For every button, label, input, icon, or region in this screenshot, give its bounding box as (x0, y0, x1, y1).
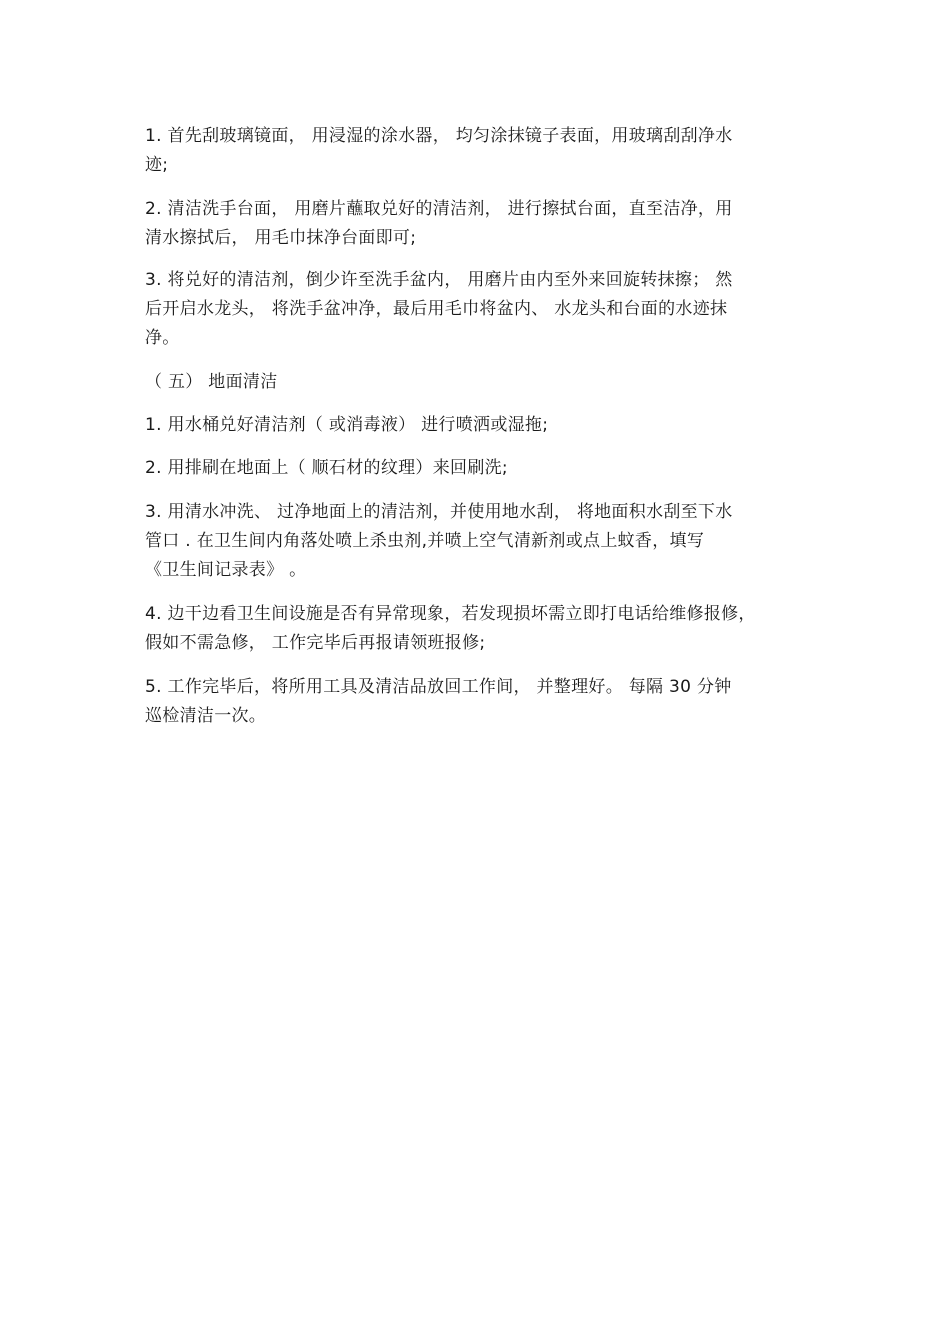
text-line: 2. 用排刷在地面上（ 顺石材的纹理）来回刷洗; (145, 458, 508, 478)
text-line: 清水擦拭后， 用毛巾抹净台面即可; (145, 228, 417, 248)
text-line: 假如不需急修， 工作完毕后再报请领班报修; (145, 633, 486, 653)
text-line: 3. 将兑好的清洁剂，倒少许至洗手盆内， 用磨片由内至外来回旋转抹擦； 然 (145, 270, 733, 290)
text-line: 4. 边干边看卫生间设施是否有异常现象，若发现损坏需立即打电话给维修报修， (145, 604, 756, 624)
paragraph-floor-2 (145, 454, 810, 483)
text-line: 净。 (145, 328, 180, 348)
text-line: 迹; (145, 155, 169, 175)
text-line: 巡检清洁一次。 (145, 706, 267, 726)
paragraph-floor-5 (145, 673, 810, 731)
text-line: 3. 用清水冲洗、 过净地面上的清洁剂，并使用地水刮， 将地面积水刮至下水 (145, 502, 733, 522)
section-heading-floor-cleaning (145, 368, 810, 397)
text-line: 5. 工作完毕后，将所用工具及清洁品放回工作间， 并整理好。 每隔 30 分钟 (145, 677, 732, 697)
text-line: 后开启水龙头， 将洗手盆冲净，最后用毛巾将盆内、 水龙头和台面的水迹抹 (145, 299, 728, 319)
paragraph-floor-4 (145, 600, 810, 658)
text-line: 管口 . 在卫生间内角落处喷上杀虫剂,并喷上空气清新剂或点上蚊香，填写 (145, 531, 705, 551)
text-line: 《卫生间记录表》 。 (145, 560, 307, 580)
paragraph-3-washbasin (145, 266, 810, 353)
paragraph-floor-1 (145, 411, 810, 440)
paragraph-floor-3 (145, 498, 810, 585)
text-line: 2. 清洁洗手台面， 用磨片蘸取兑好的清洁剂， 进行擦拭台面，直至洁净，用 (145, 199, 733, 219)
paragraph-1-mirror (145, 122, 810, 180)
text-line: 1. 用水桶兑好清洁剂（ 或消毒液） 进行喷洒或湿拖; (145, 415, 549, 435)
text-line: 1. 首先刮玻璃镜面， 用浸湿的涂水器， 均匀涂抹镜子表面，用玻璃刮刮净水 (145, 126, 733, 146)
section-heading: （ 五） 地面清洁 (145, 372, 278, 392)
paragraph-2-washbasin-counter (145, 195, 810, 253)
